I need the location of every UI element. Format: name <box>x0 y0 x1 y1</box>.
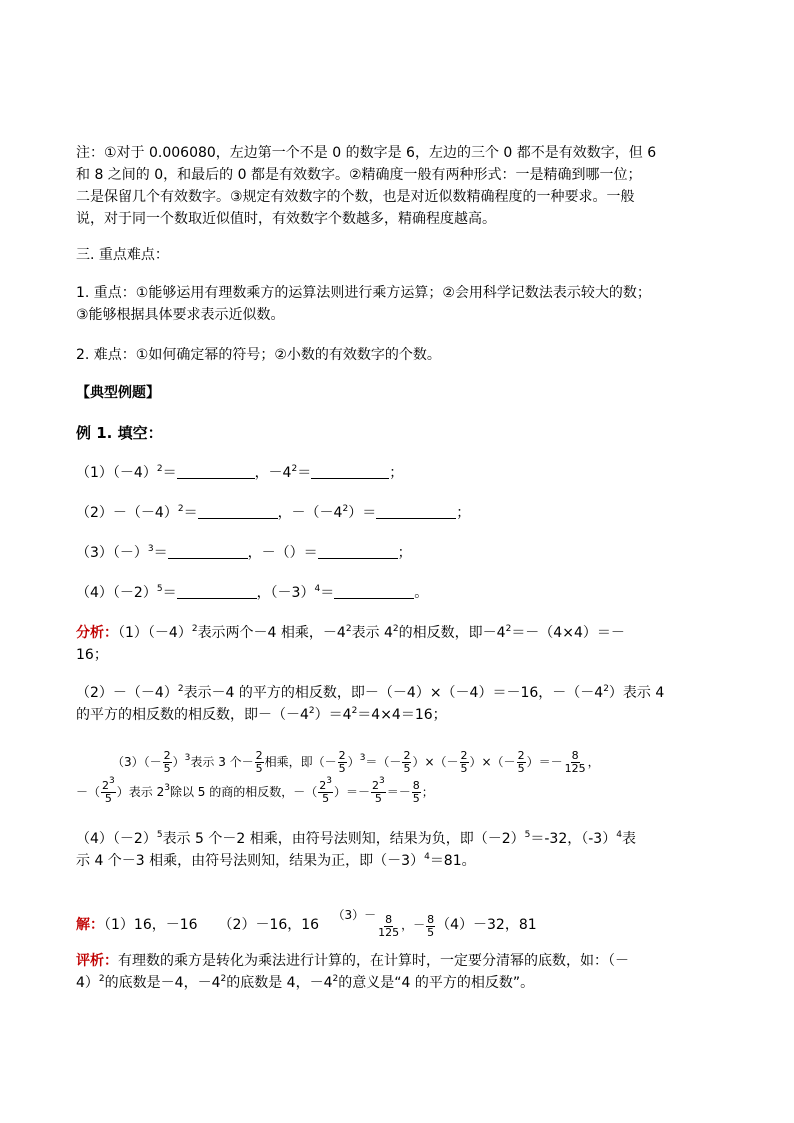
question-3: $(3)(-)^3=$ ，－（）＝ ； <box>76 544 412 561</box>
analysis-line-3: $(2)-(-4)^2$表示－4 的平方的相反数，即－（－4）×（－4）＝－16，$-(-4^2)$表示 4 <box>76 684 665 701</box>
example-1-label: 例 1. 填空： <box>76 424 163 442</box>
section-title: 三. 重点难点： <box>76 247 169 263</box>
fraction: $\frac{2}{5}$ <box>403 749 411 775</box>
answer-blank[interactable] <box>376 504 456 519</box>
analysis-line-7: $(4)(-2)^5$表示 5 个－2 相乘，由符号法则知，结果为负，即$(-2)^5=-32$，$(-3)^4$表 <box>76 830 636 847</box>
analysis-line-5: （3）（－ $\frac{2}{5}$ ）$^3$表示 3 个－ $\frac{2}{5}$ 相乘，即（－ $\frac{2}{5}$ ）$^3$＝（－ $\frac{2}{5}$ ）×（－ $\frac{2}{5}$ ）×（－ $\frac{2}{5}$ ）＝－ $\frac{8}{125}$ ， <box>112 749 600 775</box>
answer-blank[interactable] <box>168 544 248 559</box>
fraction: $\frac{8}{125}$ <box>564 749 586 775</box>
analysis-label: 分析： <box>76 625 118 641</box>
note-line-3: 二是保留几个有效数字。③规定有效数字的个数，也是对近似数精确程度的一种要求。一般 <box>76 189 635 205</box>
fraction: $\frac{2}{5}$ <box>338 749 346 775</box>
note-line-2: 和 8 之间的 0，和最后的 0 都是有效数字。②精确度一般有两种形式：一是精确到哪一位； <box>76 167 642 183</box>
typical-examples-heading: 【典型例题】 <box>76 385 160 401</box>
fraction: $\frac{8}{5}$ <box>427 913 435 939</box>
key-points-line-1: 1. 重点：①能够运用有理数乘方的运算法则进行乘方运算；②会用科学记数法表示较大的数； <box>76 285 651 301</box>
answer-blank[interactable] <box>318 544 398 559</box>
fraction: $\frac{2^3}{5}$ <box>319 776 332 805</box>
question-2: $(2)-(-4)^2=$ ，$-(-4^2)=$ ； <box>76 504 471 521</box>
note-line-4: 说，对于同一个数取近似值时，有效数字个数越多，精确程度越高。 <box>76 211 496 227</box>
answer-blank[interactable] <box>311 464 389 479</box>
analysis-line-6: －（ $\frac{2^3}{5}$ ）表示 $2^3$除以 5 的商的相反数，－（ $\frac{2^3}{5}$ ）＝－ $\frac{2^3}{5}$ ＝－ $\frac{8}{5}$ ； <box>76 776 434 805</box>
fraction: $\frac{8}{125}$ <box>378 913 400 939</box>
answer-blank[interactable] <box>177 584 257 599</box>
fraction: $\frac{2}{5}$ <box>255 749 263 775</box>
analysis-line-2: 16； <box>76 647 108 663</box>
answer-blank[interactable] <box>334 584 414 599</box>
fraction: $\frac{2}{5}$ <box>163 749 171 775</box>
answer-blank[interactable] <box>177 464 255 479</box>
answer-blank[interactable] <box>198 504 278 519</box>
solution-label: 解： <box>76 917 104 933</box>
analysis-line-4: 的平方的相反数的相反数，即$-(-4^2)=4^2=4\times 4=16$； <box>76 706 447 723</box>
fraction: $\frac{2}{5}$ <box>460 749 468 775</box>
review-line-2: 4）$^2$的底数是－4，$-4^2$的底数是 4，$-4^2$的意义是“4 的平方的相反数”。 <box>76 974 535 991</box>
key-points-line-2: ③能够根据具体要求表示近似数。 <box>76 307 285 323</box>
fraction: $\frac{2^3}{5}$ <box>371 776 385 805</box>
analysis-line-1: 分析：$(1)(-4)^2$表示两个－4 相乘，$-4^2$表示 $4^2$的相反数，即$-4^2=-(4\times 4)=-$ <box>76 624 625 641</box>
difficulty-line: 2. 难点：①如何确定幂的符号；②小数的有效数字的个数。 <box>76 347 441 363</box>
review-line-1: 评析：有理数的乘方是转化为乘法进行计算的，在计算时，一定要分清幂的底数，如：（－ <box>76 953 629 969</box>
fraction: $\frac{8}{5}$ <box>412 779 420 805</box>
fraction: $\frac{2^3}{5}$ <box>102 776 115 805</box>
solution-line: 解：（1）16，－16 （2）－16，16 （3）－ $\frac{8}{125}$ ，－ $\frac{8}{5}$ （4）－32，81 <box>76 908 537 939</box>
note-line-1: 注：①对于 0.006080，左边第一个不是 0 的数字是 6，左边的三个 0 都不是有效数字，但 6 <box>76 145 657 161</box>
analysis-line-8: 示 4 个－3 相乘，由符号法则知，结果为正，即$(-3)^4=81$。 <box>76 852 476 869</box>
question-1: $(1)(-4)^2=$ ，$-4^2=$ ； <box>76 464 404 481</box>
question-4: $(4)(-2)^5=$ ，$(-3)^4=$ 。 <box>76 584 429 601</box>
fraction: $\frac{2}{5}$ <box>517 749 525 775</box>
review-label: 评析： <box>76 953 118 969</box>
